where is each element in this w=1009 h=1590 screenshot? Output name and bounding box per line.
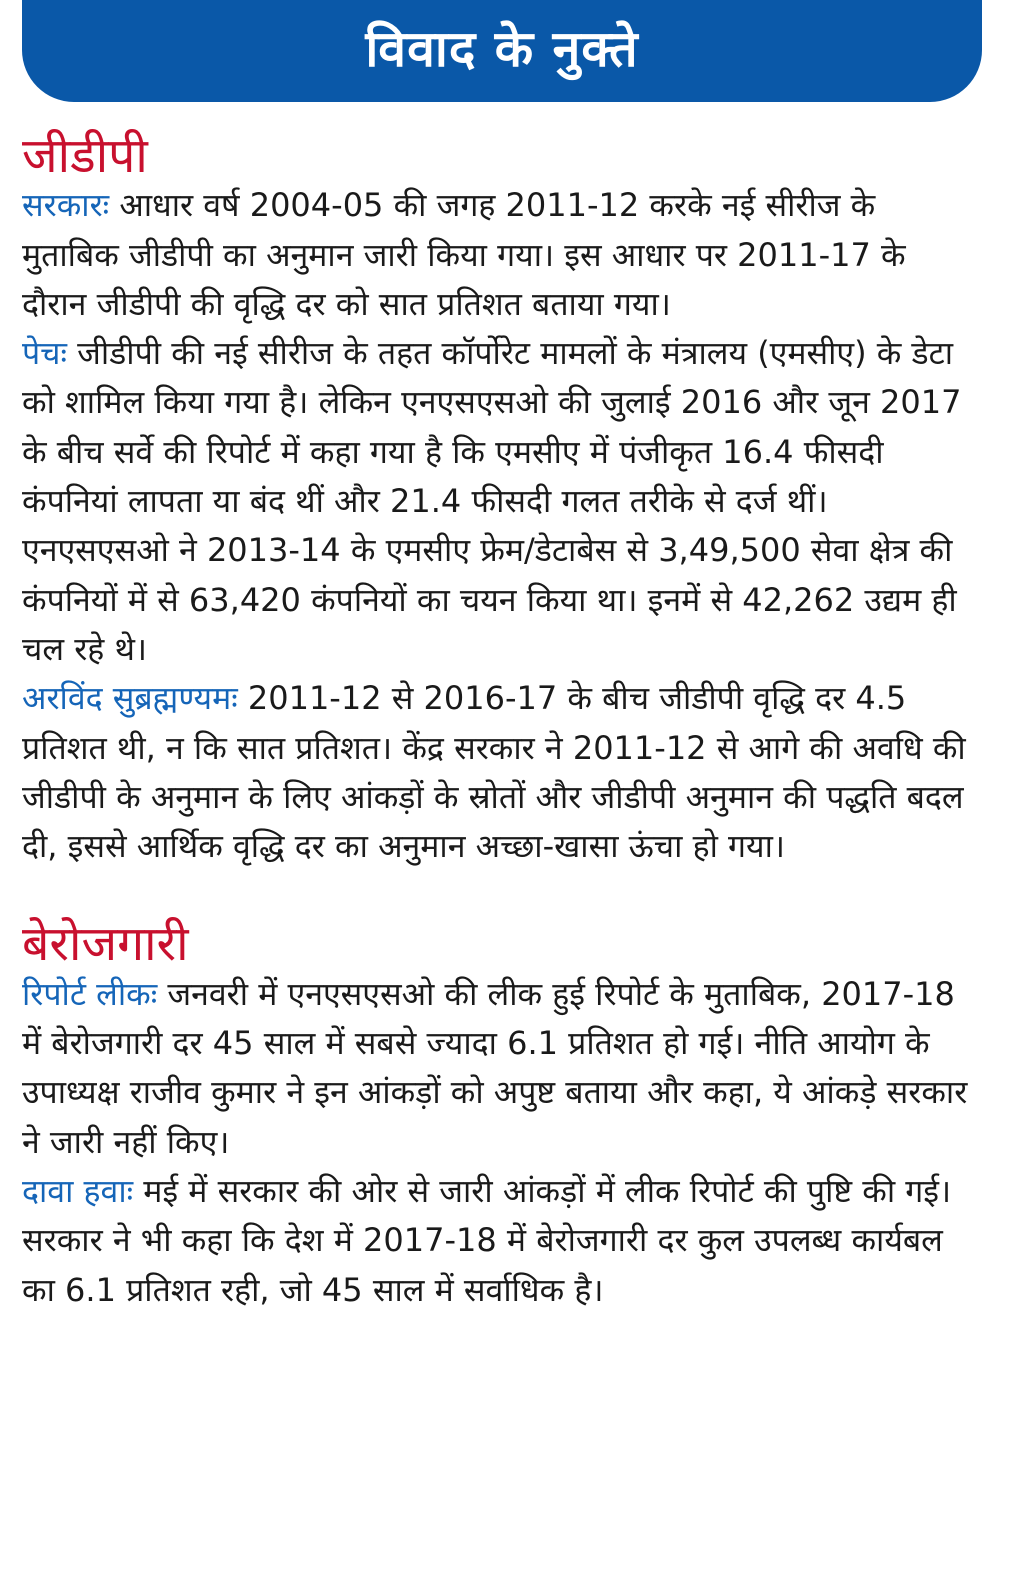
page-title: विवाद के नुक्ते [365, 20, 639, 78]
paragraph-label: दावा हवाः [22, 1171, 134, 1210]
paragraph [22, 970, 972, 1167]
section-gdp [22, 128, 972, 871]
paragraph-text: मई में सरकार की ओर से जारी आंकड़ों में लीक रिपोर्ट की पुष्टि की गई। सरकार ने भी कहा कि देश में 2017-18 में बेरोजगारी दर कुल उपलब्ध कार्यबल का 6.1 प्रतिशत रही, जो 45 साल में सर्वाधिक है। [22, 1171, 952, 1309]
section-spacer [22, 871, 972, 920]
paragraph-text: 2011-12 से 2016-17 के बीच जीडीपी वृद्धि दर 4.5 प्रतिशत थी, न कि सात प्रतिशत। केंद्र सरकार ने 2011-12 से आगे की अवधि की जीडीपी के अनुमान के लिए आंकड़ों के स्रोतों और जीडीपी अनुमान की पद्धति बदल दी, इससे आर्थिक वृद्धि दर का अनुमान अच्छा-खासा ऊंचा हो गया। [22, 679, 966, 866]
paragraph [22, 181, 972, 329]
article-body [22, 128, 972, 1315]
section-unemployment [22, 916, 972, 1314]
title-banner [22, 0, 982, 102]
paragraph [22, 1167, 972, 1315]
paragraph-label: रिपोर्ट लीकः [22, 974, 158, 1013]
paragraph-text: जीडीपी की नई सीरीज के तहत कॉर्पोरेट मामलों के मंत्रालय (एमसीए) के डेटा को शामिल किया गया है। लेकिन एनएसएसओ की जुलाई 2016 और जून 2017 के बीच सर्वे की रिपोर्ट में कहा गया है कि एमसीए में पंजीकृत 16.4 फीसदी कंपनियां लापता या बंद थीं और 21.4 फीसदी गलत तरीके से दर्ज थीं। एनएसएसओ ने 2013-14 के एमसीए फ्रेम/डेटाबेस से 3,49,500 सेवा क्षेत्र की कंपनियों में से 63,420 कंपनियों का चयन किया था। इनमें से 42,262 उद्यम ही चल रहे थे। [22, 334, 962, 668]
paragraph-text: जनवरी में एनएसएसओ की लीक हुई रिपोर्ट के मुताबिक, 2017-18 में बेरोजगारी दर 45 साल में सबसे ज्यादा 6.1 प्रतिशत हो गई। नीति आयोग के उपाध्यक्ष राजीव कुमार ने इन आंकड़ों को अपुष्ट बताया और कहा, ये आंकड़े सरकार ने जारी नहीं किए। [22, 974, 968, 1161]
paragraph-text: आधार वर्ष 2004-05 की जगह 2011-12 करके नई सीरीज के मुताबिक जीडीपी का अनुमान जारी किया गया। इस आधार पर 2011-17 के दौरान जीडीपी की वृद्धि दर को सात प्रतिशत बताया गया। [22, 186, 906, 323]
paragraph [22, 329, 972, 674]
paragraph-label: अरविंद सुब्रह्मण्यमः [22, 679, 238, 718]
paragraph-label: सरकारः [22, 186, 110, 225]
section-heading: जीडीपी [22, 128, 148, 184]
paragraph-label: पेचः [22, 334, 67, 373]
section-heading: बेरोजगारी [22, 916, 189, 973]
paragraph [22, 674, 972, 871]
